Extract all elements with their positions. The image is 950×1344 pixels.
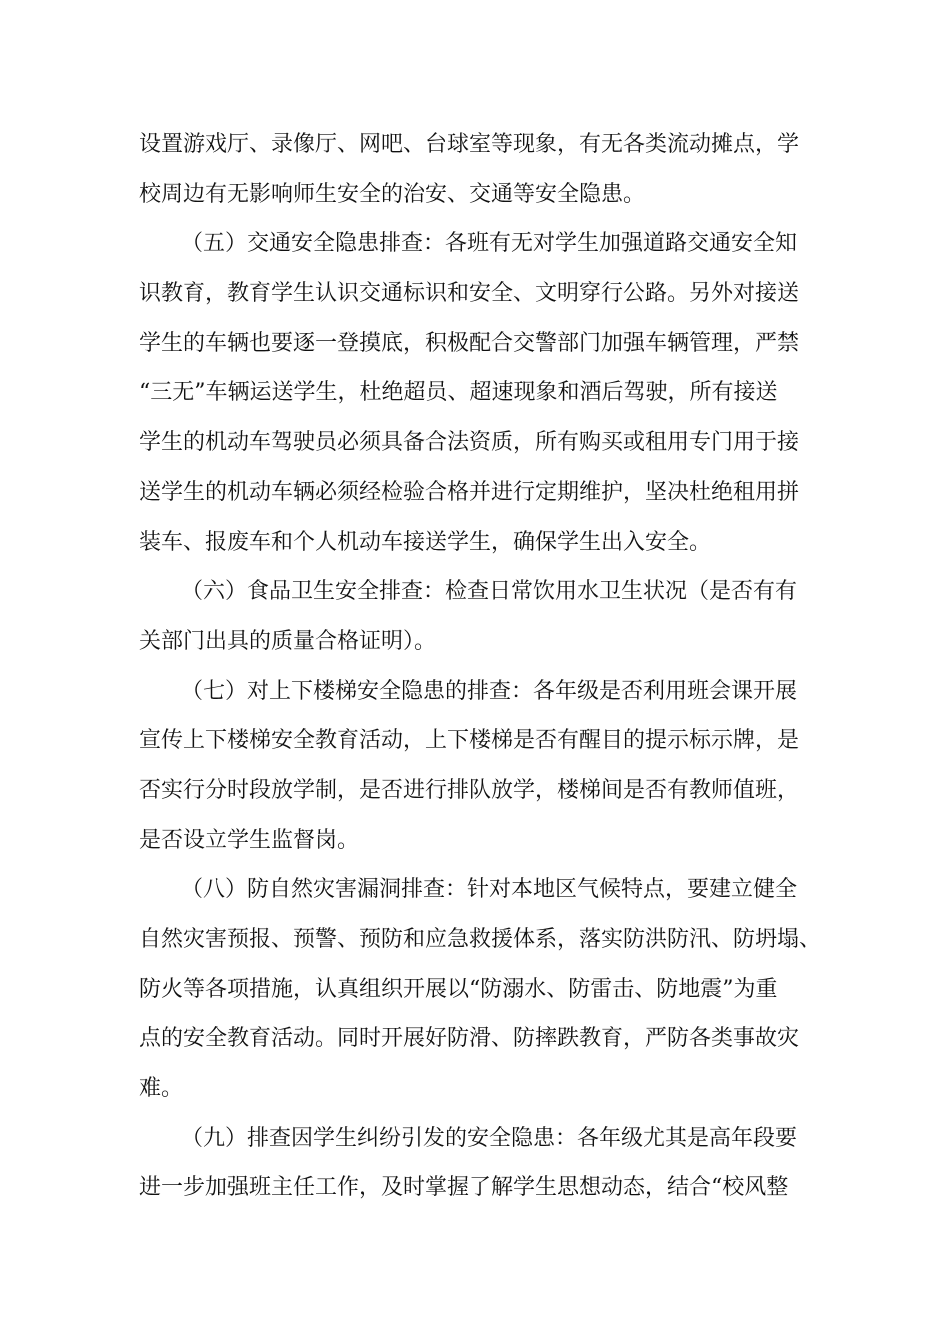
text-line: 点的安全教育活动。同时开展好防滑、防摔跌教育，严防各类事故灾 (139, 1026, 800, 1052)
text-line: 关部门出具的质量合格证明）。 (139, 628, 437, 654)
paragraph-start-line: （六）食品卫生安全排查：检查日常饮用水卫生状况（是否有有 (181, 579, 798, 605)
text-line: 学生的机动车驾驶员必须具备合法资质，所有购买或租用专门用于接 (139, 430, 800, 456)
text-line: 装车、报废车和个人机动车接送学生，确保学生出入安全。 (139, 529, 712, 555)
paragraph-start-line: （九）排查因学生纠纷引发的安全隐患：各年级尤其是高年段要 (181, 1125, 798, 1151)
text-line: 自然灾害预报、预警、预防和应急救援体系，落实防洪防汛、防坍塌、 (139, 927, 822, 952)
text-line: 校周边有无影响师生安全的治安、交通等安全隐患。 (139, 181, 646, 207)
text-line: 宣传上下楼梯安全教育活动，上下楼梯是否有醒目的提示标示牌，是 (139, 728, 800, 754)
text-line: 学生的车辆也要逐一登摸底，积极配合交警部门加强车辆管理，严禁 (139, 330, 800, 356)
text-line: 否实行分时段放学制，是否进行排队放学，楼梯间是否有教师值班， (139, 777, 800, 803)
paragraph-start-line: （五）交通安全隐患排查：各班有无对学生加强道路交通安全知 (181, 231, 798, 257)
text-line: 识教育，教育学生认识交通标识和安全、文明穿行公路。另外对接送 (139, 281, 800, 307)
text-line: 送学生的机动车辆必须经检验合格并进行定期维护，坚决杜绝租用拼 (139, 479, 800, 505)
text-line: “三无”车辆运送学生，杜绝超员、超速现象和酒后驾驶，所有接送 (139, 380, 778, 406)
text-line: 进一步加强班主任工作，及时掌握了解学生思想动态，结合“校风整 (139, 1175, 789, 1201)
text-line: 难。 (139, 1076, 184, 1102)
text-line: 防火等各项措施，认真组织开展以“防溺水、防雷击、防地震”为重 (139, 976, 778, 1002)
body-text (139, 120, 822, 1213)
paragraph-start-line: （七）对上下楼梯安全隐患的排查：各年级是否利用班会课开展 (181, 678, 798, 704)
text-line: 设置游戏厅、录像厅、网吧、台球室等现象，有无各类流动摊点，学 (139, 132, 800, 157)
paragraph-start-line: （八）防自然灾害漏洞排查：针对本地区气候特点，要建立健全 (181, 877, 798, 903)
text-line: 是否设立学生监督岗。 (139, 827, 360, 853)
